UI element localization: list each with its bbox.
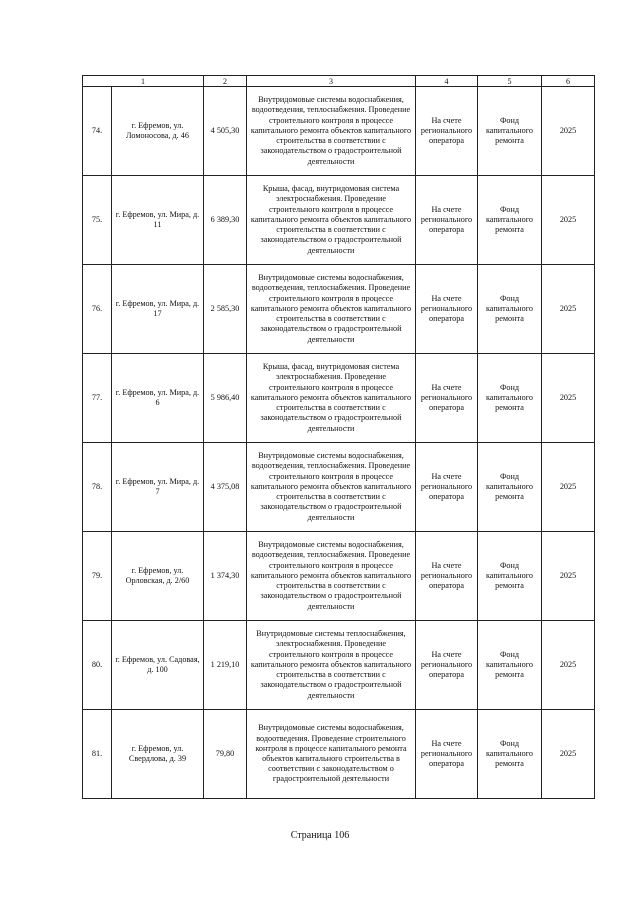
cost-cell: 1 219,10 [204,621,247,710]
year-cell: 2025 [542,176,595,265]
cost-cell: 1 374,30 [204,532,247,621]
work-description-cell: Крыша, фасад, внутридомовая система электроснабжения. Проведение строительного контроля в процессе капитального ремонта объектов капитального строительства в соответствии с законодательством о градостроительной деятельности [247,354,416,443]
cost-cell: 4 375,08 [204,443,247,532]
account-cell: На счете регионального оператора [416,87,478,176]
address-cell: г. Ефремов, ул. Орловская, д. 2/60 [112,532,204,621]
fund-cell: Фонд капитального ремонта [478,710,542,799]
account-cell: На счете регионального оператора [416,621,478,710]
table-row [83,532,595,621]
work-description-cell: Внутридомовые системы водоснабжения, водоотведения, теплоснабжения. Проведение строительного контроля в процессе капитального ремонта объектов капитального строительства в соответствии с законодательством о градостроительной деятельности [247,87,416,176]
address-cell: г. Ефремов, ул. Мира, д. 11 [112,176,204,265]
account-cell: На счете регионального оператора [416,265,478,354]
work-description-cell: Внутридомовые системы теплоснабжения, электроснабжения. Проведение строительного контроля в процессе капитального ремонта объектов капитального строительства в соответствии с законодательством о градостроительной деятельности [247,621,416,710]
row-number-cell: 74. [83,87,112,176]
account-cell: На счете регионального оператора [416,354,478,443]
year-cell: 2025 [542,443,595,532]
header-cell: 4 [416,76,478,87]
cost-cell: 79,80 [204,710,247,799]
fund-cell: Фонд капитального ремонта [478,532,542,621]
fund-cell: Фонд капитального ремонта [478,621,542,710]
account-cell: На счете регионального оператора [416,710,478,799]
cost-cell: 4 505,30 [204,87,247,176]
table-row [83,710,595,799]
row-number-cell: 79. [83,532,112,621]
address-cell: г. Ефремов, ул. Мира, д. 17 [112,265,204,354]
address-cell: г. Ефремов, ул. Свердлова, д. 39 [112,710,204,799]
fund-cell: Фонд капитального ремонта [478,354,542,443]
table-row [83,354,595,443]
table-row [83,87,595,176]
row-number-cell: 77. [83,354,112,443]
year-cell: 2025 [542,265,595,354]
year-cell: 2025 [542,354,595,443]
cost-cell: 5 986,40 [204,354,247,443]
header-cell: 3 [247,76,416,87]
work-description-cell: Внутридомовые системы водоснабжения, водоотведения, теплоснабжения. Проведение строительного контроля в процессе капитального ремонта объектов капитального строительства в соответствии с законодательством о градостроительной деятельности [247,443,416,532]
fund-cell: Фонд капитального ремонта [478,87,542,176]
table-row [83,621,595,710]
address-cell: г. Ефремов, ул. Садовая, д. 100 [112,621,204,710]
fund-cell: Фонд капитального ремонта [478,176,542,265]
header-cell: 1 [83,76,204,87]
fund-cell: Фонд капитального ремонта [478,265,542,354]
row-number-cell: 76. [83,265,112,354]
work-description-cell: Внутридомовые системы водоснабжения, водоотведения, теплоснабжения. Проведение строительного контроля в процессе капитального ремонта объектов капитального строительства в соответствии с законодательством о градостроительной деятельности [247,265,416,354]
address-cell: г. Ефремов, ул. Ломоносова, д. 46 [112,87,204,176]
table-row [83,443,595,532]
header-cell: 2 [204,76,247,87]
account-cell: На счете регионального оператора [416,176,478,265]
address-cell: г. Ефремов, ул. Мира, д. 6 [112,354,204,443]
table-header-row [83,76,595,87]
work-description-cell: Крыша, фасад, внутридомовая система электроснабжения. Проведение строительного контроля в процессе капитального ремонта объектов капитального строительства в соответствии с законодательством о градостроительной деятельности [247,176,416,265]
row-number-cell: 81. [83,710,112,799]
year-cell: 2025 [542,532,595,621]
work-description-cell: Внутридомовые системы водоснабжения, водоотведения, теплоснабжения. Проведение строительного контроля в процессе капитального ремонта объектов капитального строительства в соответствии с законодательством о градостроительной деятельности [247,532,416,621]
account-cell: На счете регионального оператора [416,532,478,621]
table-row [83,265,595,354]
row-number-cell: 78. [83,443,112,532]
year-cell: 2025 [542,87,595,176]
fund-cell: Фонд капитального ремонта [478,443,542,532]
cost-cell: 2 585,30 [204,265,247,354]
account-cell: На счете регионального оператора [416,443,478,532]
address-cell: г. Ефремов, ул. Мира, д. 7 [112,443,204,532]
row-number-cell: 75. [83,176,112,265]
page-number: Страница 106 [290,830,350,841]
table-row [83,176,595,265]
work-description-cell: Внутридомовые системы водоснабжения, водоотведения. Проведение строительного контроля в процессе капитального ремонта объектов капитального строительства в соответствии с законодательством о градостроительной деятельности [247,710,416,799]
year-cell: 2025 [542,710,595,799]
capital-repair-table [82,75,595,799]
header-cell: 6 [542,76,595,87]
year-cell: 2025 [542,621,595,710]
header-cell: 5 [478,76,542,87]
cost-cell: 6 389,30 [204,176,247,265]
row-number-cell: 80. [83,621,112,710]
